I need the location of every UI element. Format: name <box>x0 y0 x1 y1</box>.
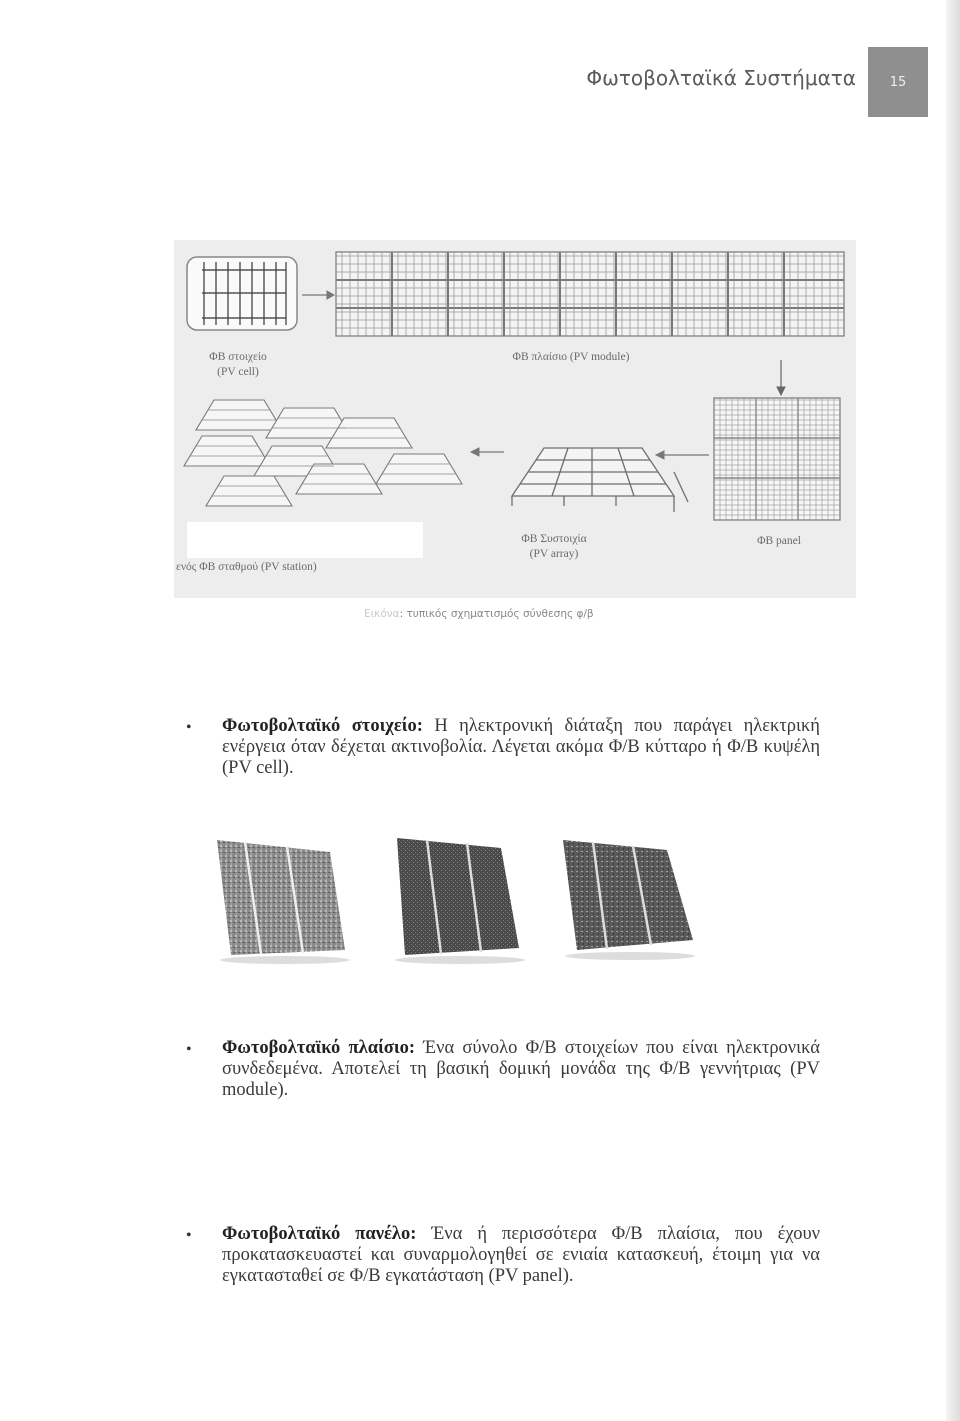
arrow-array-to-station <box>471 448 504 456</box>
label-pv-cell-line2: (PV cell) <box>217 366 259 378</box>
label-pv-array-line2: (PV array) <box>529 548 579 560</box>
arrow-panel-to-array <box>656 451 709 459</box>
arrow-cell-to-module <box>302 291 334 299</box>
pv-station-drawing <box>184 400 462 506</box>
label-pv-panel: ΦΒ panel <box>757 535 801 547</box>
arrow-module-to-panel <box>777 360 785 395</box>
running-header-title: Φωτοβολταϊκά Συστήματα <box>586 66 856 90</box>
bullet-pv-panel <box>186 1224 820 1287</box>
label-pv-cell <box>188 350 288 380</box>
bullet-text: Ένα ή περισσότερα Φ/Β πλαίσια, που έχουν προκατασκευαστεί και συναρμολογηθεί σε ενιαία κατασκευή, έτοιμη για να εγκατασταθεί σε Φ/Β εγκατάσταση (PV panel). <box>222 1224 820 1286</box>
bullet-dot: • <box>186 719 192 736</box>
bullet-dot: • <box>186 1041 192 1058</box>
pv-module-drawing <box>336 252 844 336</box>
redaction-box <box>187 522 423 558</box>
figure-caption-text: : τυπικός σχηματισμός σύνθεσης φ/β <box>399 608 594 620</box>
cell-photo-1 <box>217 840 350 964</box>
label-pv-module: ΦΒ πλαίσιο (PV module) <box>512 351 630 363</box>
bullet-term: Φωτοβολταϊκό στοιχείο: <box>222 716 423 736</box>
cell-photo-2 <box>395 838 525 964</box>
page-edge-shadow <box>946 0 960 1421</box>
bullet-term: Φωτοβολταϊκό πανέλο: <box>222 1224 417 1244</box>
bullet-text: Η ηλεκτρονική διάταξη που παράγει ηλεκτρική ενέργεια όταν δέχεται ακτινοβολία. Λέγεται ακόμα Φ/Β κύτταρο ή Φ/Β κυψέλη (PV cell). <box>222 716 820 778</box>
bullet-pv-cell <box>186 716 820 779</box>
page-number-badge: 15 <box>868 47 928 117</box>
label-pv-array-line1: ΦΒ Συστοιχία <box>521 533 587 545</box>
figure-caption-prefix: Εικόνα <box>364 608 400 620</box>
cell-photo-3 <box>563 840 695 960</box>
label-pv-cell-line1: ΦΒ στοιχείο <box>209 351 267 363</box>
pv-cell-photos <box>205 830 725 970</box>
pv-panel-drawing <box>714 398 840 520</box>
bullet-pv-module <box>186 1038 821 1101</box>
bullet-text: Ένα σύνολο Φ/Β στοιχείων που είναι ηλεκτρονικά συνδεδεμένα. Αποτελεί τη βασική δομική μονάδα της Φ/Β γεννήτριας (PV module). <box>222 1038 821 1100</box>
pv-cell-drawing <box>187 257 297 330</box>
label-pv-station: ενός ΦΒ σταθμού (PV station) <box>176 561 317 573</box>
figure-caption <box>364 608 594 620</box>
bullet-term: Φωτοβολταϊκό πλαίσιο: <box>222 1038 416 1058</box>
bullet-dot: • <box>186 1227 192 1244</box>
label-pv-array <box>494 532 614 562</box>
